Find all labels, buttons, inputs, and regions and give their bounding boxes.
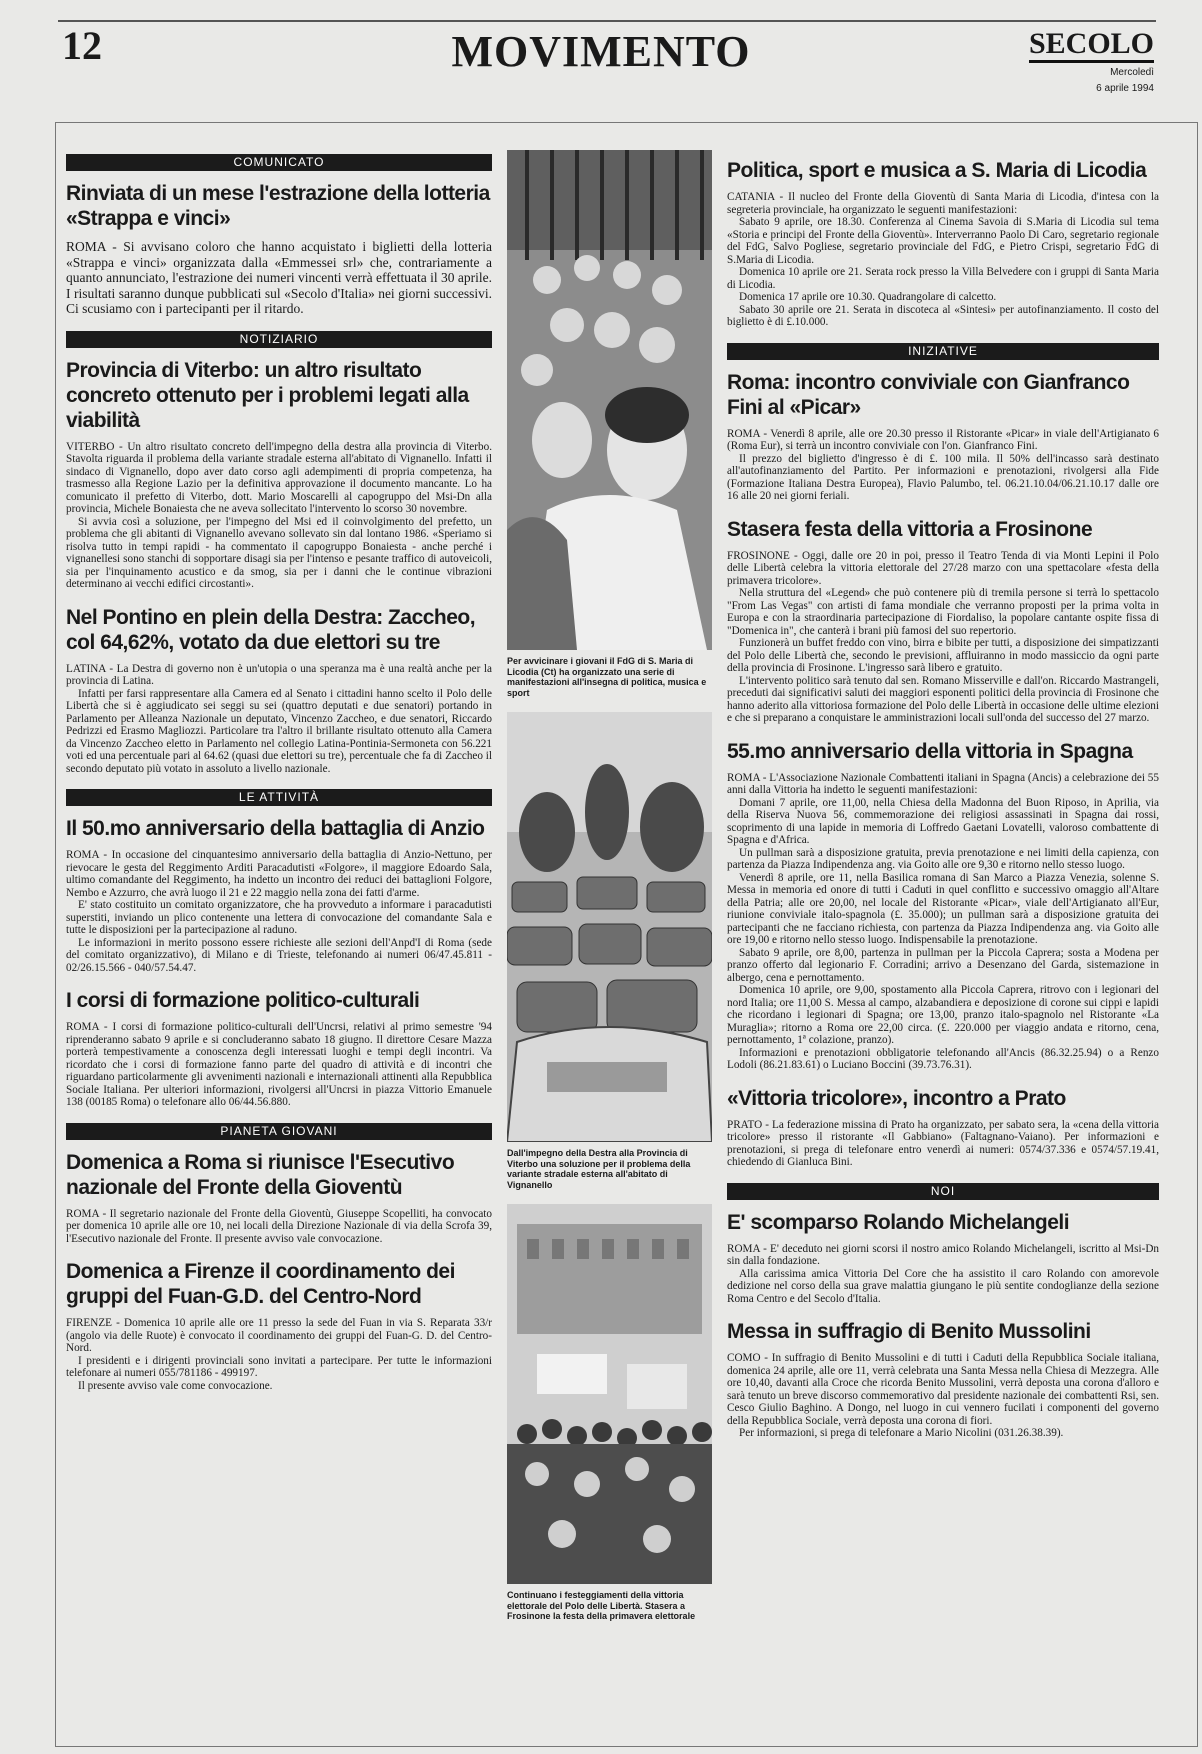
article-title: Nel Pontino en plein della Destra: Zaccheo, col 64,62%, votato da due elettori su tre	[66, 605, 476, 654]
article-body: COMO - In suffragio di Benito Mussolini e di tutti i Caduti della Repubblica Sociale italiana, domenica 24 aprile, alle ore 11, verrà celebrata una Santa Messa nella Chiesa di Mezzegra. Alle ore 10,40, davanti alla Croce che ricorda Benito Mussolini, verrà deposta una corona d'alloro e sarà tenuto un breve discorso commemorativo dal presidente nazionale dei combattenti Rsi, sen. Cesco Giulio Baghino. A Dongo, nel luogo in cui vennero fucilati i componenti del governo della Repubblica Sociale, verrà deposta una corona di fiori. Per informazioni, si prega di telefonare a Mario Nicolini (031.26.38.39).	[727, 1352, 1159, 1439]
article-body: FIRENZE - Domenica 10 aprile alle ore 11 presso la sede del Fuan in via S. Reparata 33/r (angolo via delle Ruote) è convocato il coordinamento dei gruppi del Fuan-G. D. del Centro-Nord. I presidenti e i dirigenti provinciali sono invitati a partecipare. Per tutte le informazioni telefonare ai numeri 055/781186 - 499197. Il presente avviso vale come convocazione.	[66, 1317, 492, 1392]
photo-caption: Continuano i festeggiamenti della vittoria elettorale del Polo delle Libertà. Stasera a Frosinone la festa della primavera elettorale	[507, 1590, 696, 1621]
masthead	[0, 0, 1202, 110]
article-frosinone	[727, 517, 1159, 725]
article-title: Messa in suffragio di Benito Mussolini	[727, 1320, 1091, 1343]
article-title: «Vittoria tricolore», incontro a Prato	[727, 1086, 1066, 1110]
section-title: MOVIMENTO	[451, 27, 751, 76]
issue-date: 6 aprile 1994	[1096, 83, 1154, 94]
photo-column	[507, 150, 712, 1636]
article-title: Il 50.mo anniversario della battaglia di Anzio	[66, 817, 485, 840]
article-lotteria	[66, 181, 492, 317]
article-title: Politica, sport e musica a S. Maria di Licodia	[727, 159, 1147, 182]
article-esecutivo	[66, 1150, 492, 1246]
article-title: Roma: incontro conviviale con Gianfranco Fini al «Picar»	[727, 370, 1130, 419]
article-michelangeli	[727, 1210, 1159, 1306]
article-title: Domenica a Roma si riunisce l'Esecutivo nazionale del Fronte della Gioventù	[66, 1150, 455, 1199]
article-title: Rinviata di un mese l'estrazione della lotteria «Strappa e vinci»	[66, 182, 490, 230]
article-viterbo	[66, 358, 492, 591]
section-bar-comunicato: COMUNICATO	[66, 154, 492, 171]
article-title: Provincia di Viterbo: un altro risultato concreto ottenuto per i problemi legati alla viabilità	[66, 358, 469, 432]
article-title: Stasera festa della vittoria a Frosinone	[727, 517, 1093, 541]
article-anzio	[66, 816, 492, 974]
page-number: 12	[62, 23, 102, 68]
photo-traffic	[507, 712, 712, 1142]
photo-crowd	[507, 1204, 712, 1584]
article-body: VITERBO - Un altro risultato concreto dell'impegno della destra alla provincia di Viterbo. Stavolta riguarda il problema della variante stradale esterna all'abitato di Vignanello. Infatti il sindaco di Vignanello, dopo aver dato corso agli adempimenti di propria competenza, ha trasmesso alla Regione Lazio per la definitiva approvazione il documento mancante. Lo ha comunicato il prefetto di Viterbo, dott. Mario Moscarelli al capogruppo del Msi-Dn alla provincia, Michele Bonaiesta che ne aveva sollecitato l'intervento lo scorso 30 novembre. Si avvia così a soluzione, per l'impegno del Msi ed il coinvolgimento del prefetto, un problema che gli abitanti di Vignanello avevano sollevato sin dal lontano 1986. «Speriamo si risolva tutto in tempi rapidi - ha commentato il capogruppo Bonaiesta - anche perché i vignanellesi sono stanchi di sopportare disagi sia per l'intenso e pesante traffico di autoveicoli, sia per l'inquinamento acustico e da smog, sia per i danni che le continue vibrazioni determinano ai vecchi edifici circostanti».	[66, 440, 492, 590]
photo-young-people	[507, 150, 712, 650]
left-column	[66, 150, 492, 1406]
issue-day: Mercoledì	[1110, 67, 1154, 78]
section-bar-pianeta-giovani: PIANETA GIOVANI	[66, 1123, 492, 1140]
top-rule	[58, 20, 1156, 22]
article-title: 55.mo anniversario della vittoria in Spagna	[727, 739, 1133, 763]
article-body: CATANIA - Il nucleo del Fronte della Gioventù di Santa Maria di Licodia, d'intesa con la segreteria provinciale, ha organizzato le seguenti manifestazioni: Sabato 9 aprile, ore 18.30. Conferenza al Cinema Savoia di S.Maria di Licodia sul tema «Storia e principi del Fronte della Gioventù». Interverranno Paolo Di Caro, segretario regionale del FdG, Salvo Pogliese, segretario provinciale del FdG, e Pietro Crispi, segretario FdG di S.Maria di Licodia. Domenica 10 aprile ore 21. Serata rock presso la Villa Belvedere con i gruppi di Santa Maria di Licodia. Domenica 17 aprile ore 10.30. Quadrangolare di calcetto. Sabato 30 aprile ore 21. Serata in discoteca al «Sintesi» per autofinanziamento. Il costo del biglietto è di £.10.000.	[727, 191, 1159, 328]
article-body: ROMA - Il segretario nazionale del Fronte della Gioventù, Giuseppe Scopelliti, ha convocato per domenica 10 aprile alle ore 10, nei locali della Direzione Nazionale di via della Scrofa 39, l'Esecutivo nazionale del Fronte. Il presente avviso vale convocazione.	[66, 1207, 492, 1245]
article-body: LATINA - La Destra di governo non è un'utopia o una speranza ma è una realtà anche per la provincia di Latina. Infatti per farsi rappresentare alla Camera ed al Senato i cittadini hanno scelto il Polo delle Libertà che si è aggiudicato sei seggi su sei (quattro deputati e due senatori) portando in Parlamento per Alleanza Nazionale un deputato, Vincenzo Zaccheo, e due senatori, Riccardo Pedrizzi ed Erasmo Magliozzi. Particolare tra l'altro il brillante risultato ottenuto alla Camera da Vincenzo Zaccheo eletto in Parlamento nel collegio Latina-Pontinia-Sermoneta con 56.221 voti ed una percentuale pari al 64.62 (quasi due elettori su tre), percentuale che fa di Zaccheo il secondo deputato più votato in assoluto a livello nazionale.	[66, 662, 492, 775]
section-bar-noi: NOI	[727, 1183, 1159, 1200]
article-body: ROMA - In occasione del cinquantesimo anniversario della battaglia di Anzio-Nettuno, per rievocare le gesta del Reggimento Arditi Paracadutisti «Folgore», il maggiore Edoardo Sala, ultimo comandante del Reggimento, ha indetto un incontro dei reduci dei battaglioni Folgore, Nembo e Azzurro, che avrà luogo il 21 e 22 maggio nella zona dei fatti d'arme. E' stato costituito un comitato organizzatore, che ha provveduto a informare i paracadutisti superstiti, inviando un plico contenente una lettera di convocazione del comandante Sala e tutte le disposizioni per la partecipazione al raduno. Le informazioni in merito possono essere richieste alle sezioni dell'Anpd'I di Roma (sede del comitato organizzativo), di Milano e di Trieste, telefonando ai numeri 06/47.45.811 - 02/26.15.566 - 040/57.54.47.	[66, 849, 492, 974]
article-title: I corsi di formazione politico-culturali	[66, 989, 420, 1012]
article-fini	[727, 370, 1159, 503]
article-body: ROMA - L'Associazione Nazionale Combattenti italiani in Spagna (Ancis) a celebrazione dei 55 anni dalla Vittoria ha indetto le seguenti manifestazioni: Domani 7 aprile, ore 11,00, nella Chiesa della Madonna del Buon Riposo, in Aprilia, via della Riserva Nuova 56, commemorazione dei religiosi assassinati in Spagna dai rossi, scoprimento di una lapide in memoria di Loffredo Gaetani Lovatelli, valoroso combattente di Spagna e d'Africa. Un pullman sarà a disposizione gratuita, previa prenotazione e nei limiti della capienza, con partenza da Piazza Indipendenza ang. via Goito alle ore 9,30 e ritorno nello stesso luogo. Venerdì 8 aprile, ore 11, nella Basilica romana di San Marco a Piazza Venezia, solenne S. Messa in memoria ed onore di tutti i Caduti in quel conflitto e successivo omaggio all'Altare della Patria; alle ore 20,00, nel locale del Ristorante «Picar», viale dell'Artigianato all'Eur, riunione conviviale italo-spagnola (£. 35.000); un pullman sarà a disposizione gratuita dei partecipanti che ne facciano richiesta, con partenza da Piazza Indipendenza ang. via Goito alle ore 19,00 e ritorno nello stesso luogo. Indispensabile la prenotazione. Sabato 9 aprile, ore 8,00, partenza in pullman per la Piccola Caprera; sosta a Modena per pranzo offerto dal legionario F. Corradini; arrivo a Desenzano del Garda, sistemazione in albergo, cena e pernottamento. Domenica 10 aprile, ore 9,00, spostamento alla Piccola Caprera, ritrovo con i legionari del nord Italia; ore 11,00 S. Messa al campo, alzabandiera e deposizione di corone sui cippi e lapidi che ricordano i legionari di Spagna; ore 13,00, pranzo italo-spagnolo nel Ristorante «La Muraglia»; ritorno a Roma ore 22,00 circa. (£. 220.000 per viaggio andata e ritorno, cena, pernottamento, 1ª colazione, pranzo). Informazioni e prenotazioni obbligatorie telefonando all'Ancis (86.32.25.94) o a Renzo Lodoli (86.21.83.61) o Luciano Boccini (39.73.76.31).	[727, 771, 1159, 1071]
article-title: Domenica a Firenze il coordinamento dei gruppi del Fuan-G.D. del Centro-Nord	[66, 1260, 455, 1308]
article-body: ROMA - Venerdì 8 aprile, alle ore 20.30 presso il Ristorante «Picar» in viale dell'Artigianato 6 (Roma Eur), si terrà un incontro conviviale con l'on. Gianfranco Fini. Il prezzo del biglietto d'ingresso è di £. 100 mila. Il 50% dell'incasso sarà destinato all'autofinanziamento del Partito. Per informazioni e prenotazioni, rivolgersi alla Fide (Formazione Italiana Destra Europea), Flavio Palumbo, tel. 06.21.10.04/06.21.10.17 dalle ore 16 alle 20 nei giorni feriali.	[727, 427, 1159, 502]
section-bar-notiziario: NOTIZIARIO	[66, 331, 492, 348]
article-mussolini	[727, 1319, 1159, 1440]
newspaper-logo-block	[1029, 28, 1154, 95]
article-body: PRATO - La federazione missina di Prato ha organizzato, per sabato sera, la «cena della vittoria tricolore» presso il ristorante «Il Gabbiano» (Faltagnano-Vaiano). Per informazioni e prenotazioni, si prega di telefonare entro venerdì ai numeri: 0574/37.336 e 0574/57.19.41, chiedendo di Gianluca Bini.	[727, 1118, 1159, 1168]
article-firenze	[66, 1259, 492, 1392]
article-licodia	[727, 158, 1159, 329]
article-title: E' scomparso Rolando Michelangeli	[727, 1210, 1070, 1234]
article-body: ROMA - Si avvisano coloro che hanno acquistato i biglietti della lotteria «Strappa e vinci» organizzata dalla «Emmessei srl» che, contrariamente a quanto annunciato, l'estrazione dei numeri vincenti verrà effettuata il 30 aprile. I risultati saranno dunque pubblicati sul «Secolo d'Italia» nei giorni successivi. Ci scusiamo con i partecipanti per il ritardo.	[66, 239, 492, 316]
photo-caption: Per avvicinare i giovani il FdG di S. Maria di Licodia (Ct) ha organizzato una serie di manifestazioni all'insegna di politica, musica e sport	[507, 656, 707, 698]
article-corsi	[66, 988, 492, 1109]
right-column	[727, 150, 1159, 1454]
article-pontino	[66, 605, 492, 776]
section-bar-iniziative: INIZIATIVE	[727, 343, 1159, 360]
article-body: FROSINONE - Oggi, dalle ore 20 in poi, presso il Teatro Tenda di via Monti Lepini il Polo delle Libertà celebra la vittoria elettorale del 27/28 marzo con una spettacolare «festa della primavera tricolore». Nella struttura del «Legend» che può contenere più di tremila persone si terrà lo spettacolo "From Las Vegas" con artisti di fama mondiale che verranno proposti per la prima volta in Europa e con la straordinaria partecipazione di Fiordaliso, la popolare cantante ospite fissa di "Domenica in", che canterà i brani più famosi del suo repertorio. Funzionerà un buffet freddo con vino, birra e bibite per tutti, a disposizione dei simpatizzanti del Polo delle Libertà che, secondo le previsioni, affluiranno in modo massiccio da ogni parte della provincia di Frosinone. L'ingresso sarà libero e gratuito. L'intervento politico sarà tenuto dal sen. Romano Misserville e dall'on. Riccardo Mastrangeli, preceduti dai significativi saluti dei maggiori esponenti politici della provincia di Frosinone che hanno aderito alla vittoriosa formazione del Polo delle Libertà in occasione delle ultime elezioni e che si preparano a conquistare le amministrazioni locali sull'onda del successo del 27 marzo.	[727, 549, 1159, 724]
section-bar-attivita: LE ATTIVITÀ	[66, 789, 492, 806]
photo-caption: Dall'impegno della Destra alla Provincia di Viterbo una soluzione per il problema della variante stradale esterna all'abitato di Vignanello	[507, 1148, 691, 1190]
newspaper-logo: SECOLO	[1029, 28, 1154, 63]
article-spagna	[727, 739, 1159, 1072]
article-body: ROMA - I corsi di formazione politico-culturali dell'Uncrsi, relativi al primo semestre '94 riprenderanno sabato 9 aprile e si concluderanno sabato 18 giugno. Il direttore Cesare Mazza porterà tempestivamente a conoscenza degli interessati luoghi e tempi degli incontri. Va ricordato che i corsi di formazione fanno parte del quadro di attività e di incontri che riguardano particolarmente gli avvenimenti nazionali e internazionali attinenti alla Repubblica Sociale Italiana. Per ulteriori informazioni, rivolgersi all'Uncrsi in piazza Vittorio Emanuele 138 (00185 Roma) o telefonare allo 06/44.56.880.	[66, 1021, 492, 1108]
article-body: ROMA - E' deceduto nei giorni scorsi il nostro amico Rolando Michelangeli, iscritto al Msi-Dn sin dalla fondazione. Alla carissima amica Vittoria Del Core che ha assistito il caro Rolando con amorevole dedizione nel corso della sua grave malattia giungano le più sentite condoglianze della sezione Roma Centro e del Secolo d'Italia.	[727, 1242, 1159, 1305]
article-prato	[727, 1086, 1159, 1169]
